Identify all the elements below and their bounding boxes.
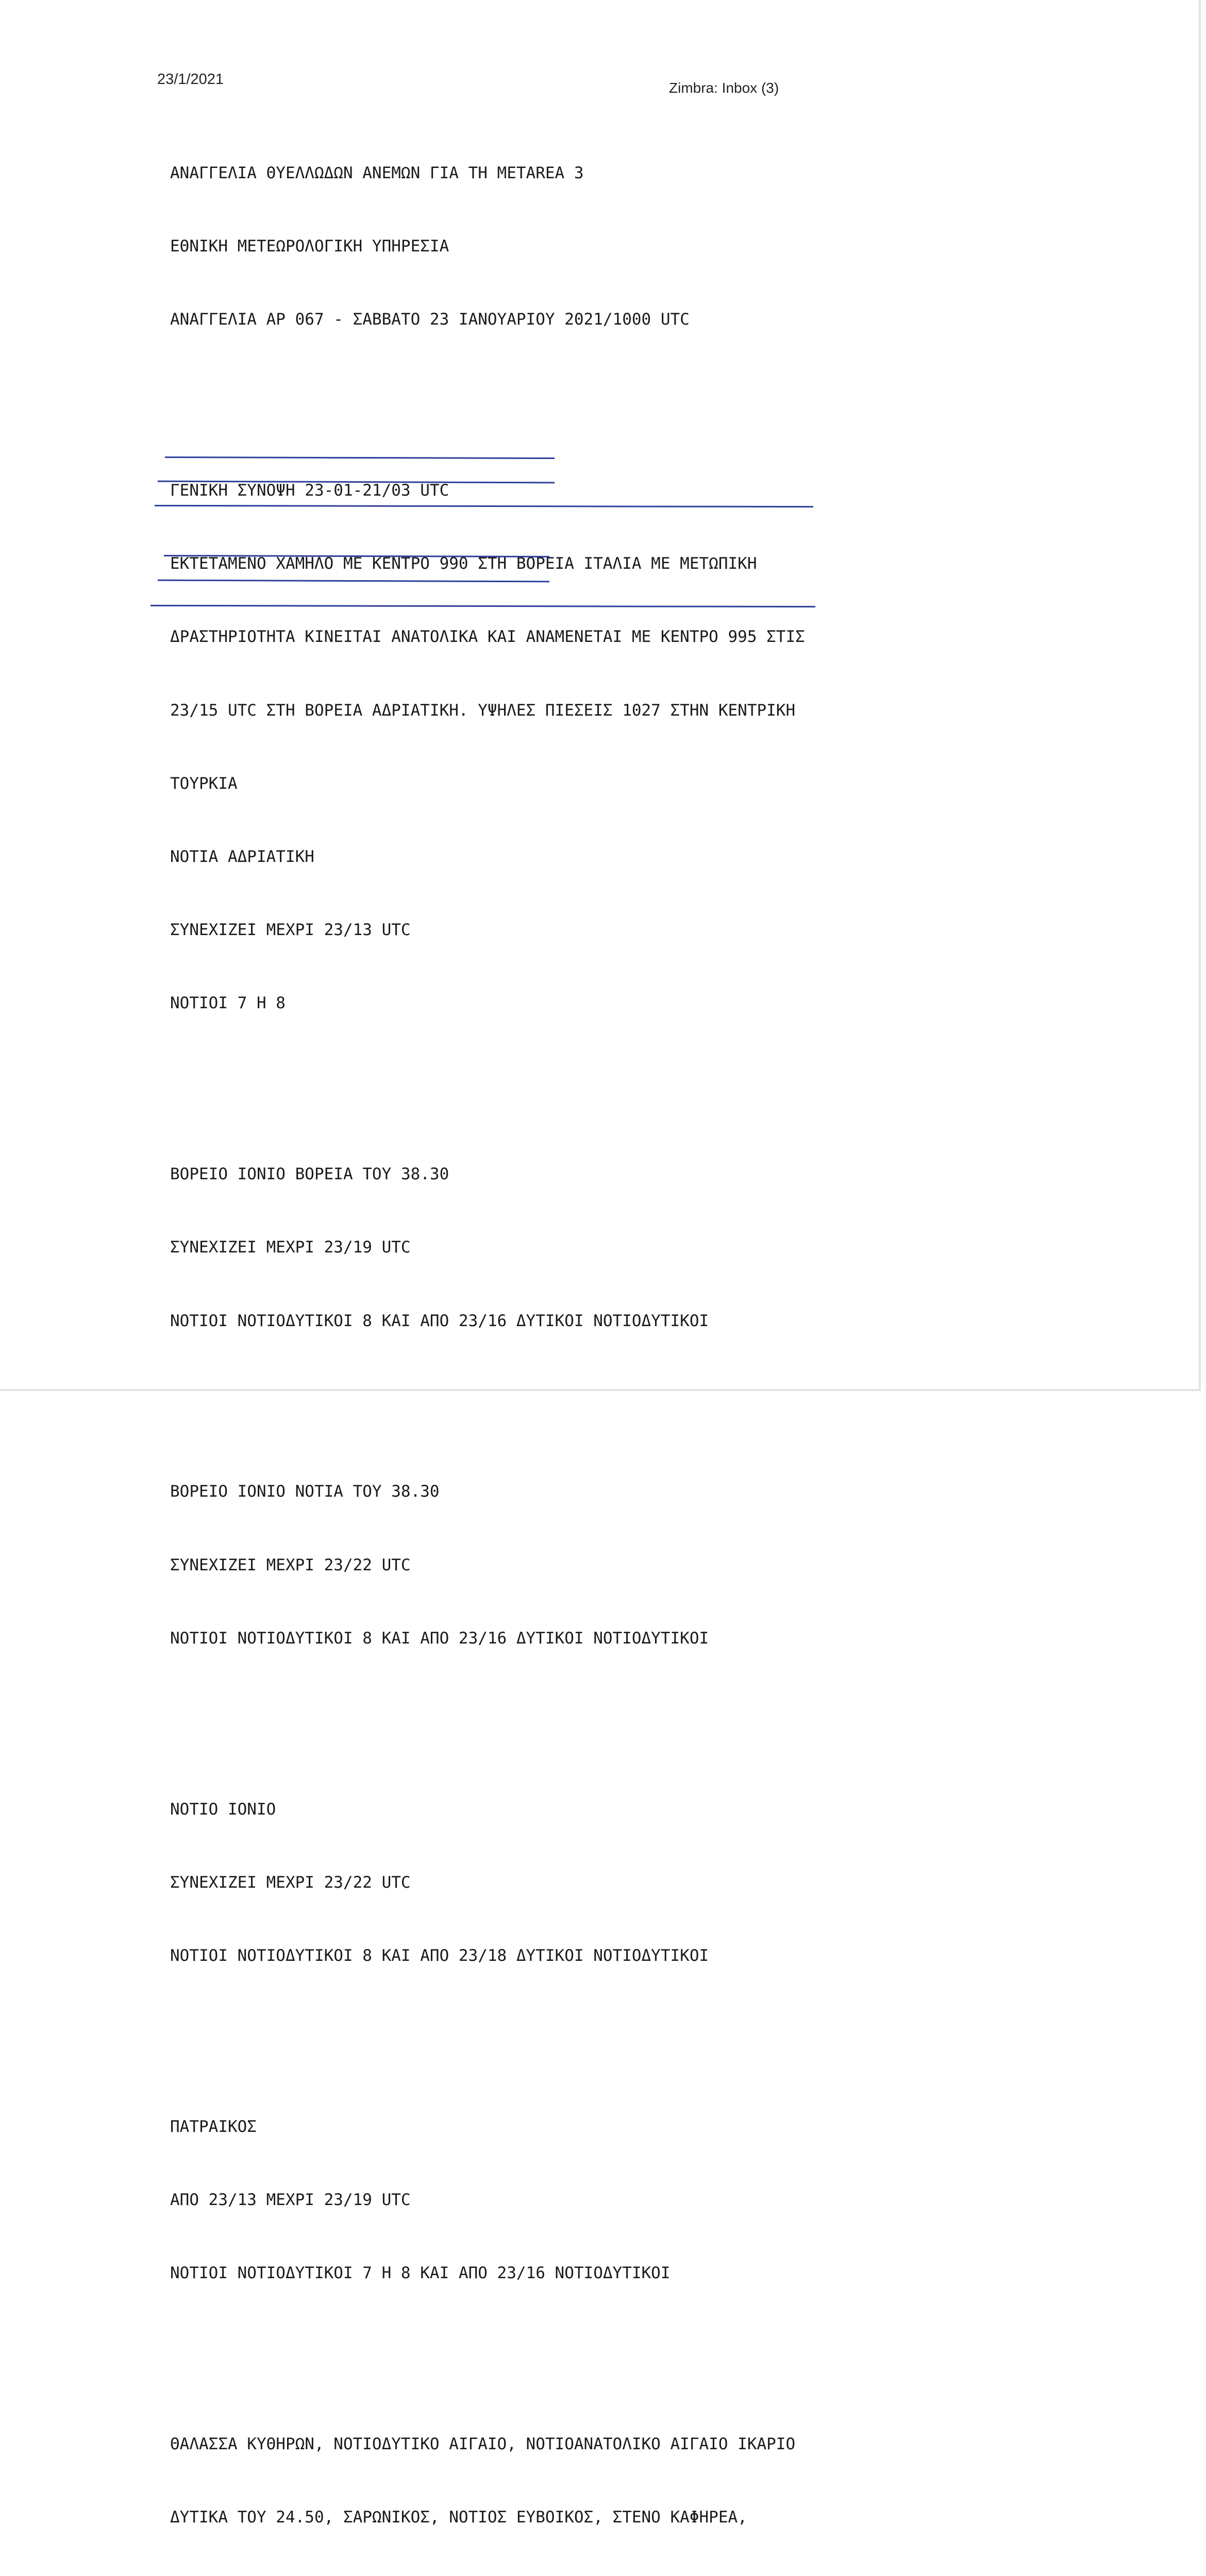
area-wind: ΝΟΤΙΟΙ 7 Η 8: [170, 994, 286, 1013]
area-wind: ΝΟΤΙΟΙ ΝΟΤΙΟΔΥΤΙΚΟΙ 8 ΚΑΙ ΑΠΟ 23/18 ΔΥΤΙΚΟΙ ΝΟΤΙΟΔΥΤΙΚΟΙ: [170, 1946, 709, 1965]
blank-line: [170, 1382, 917, 1406]
blank-line: [170, 381, 917, 405]
blank-line: [170, 1700, 917, 1724]
print-header-title: Zimbra: Inbox (3): [669, 80, 779, 96]
print-date: 23/1/2021: [157, 71, 224, 88]
area-heading: ΠΑΤΡΑΙΚΟΣ: [170, 2117, 257, 2136]
area-validity: ΣΥΝΕΧΙΖΕΙ ΜΕΧΡΙ 23/22 UTC: [170, 1873, 411, 1892]
area-wind: ΝΟΤΙΟΙ ΝΟΤΙΟΔΥΤΙΚΟΙ 7 Η 8 ΚΑΙ ΑΠΟ 23/16 ΝΟΤΙΟΔΥΤΙΚΟΙ: [170, 2264, 671, 2283]
blank-line: [170, 2335, 917, 2359]
area-heading: ΝΟΤΙΑ ΑΔΡΙΑΤΙΚΗ: [170, 848, 314, 867]
area-wind: ΝΟΤΙΟΙ ΝΟΤΙΟΔΥΤΙΚΟΙ 8 ΚΑΙ ΑΠΟ 23/16 ΔΥΤΙΚΟΙ ΝΟΤΙΟΔΥΤΙΚΟΙ: [170, 1311, 709, 1330]
area-validity: ΑΠΟ 23/13 ΜΕΧΡΙ 23/19 UTC: [170, 2191, 411, 2210]
area-heading: ΒΟΡΕΙΟ ΙΟΝΙΟ ΒΟΡΕΙΑ ΤΟΥ 38.30: [170, 1165, 449, 1184]
blank-line: [170, 1065, 917, 1089]
area-heading: ΝΟΤΙΟ ΙΟΝΙΟ: [170, 1800, 276, 1819]
bulletin-number: ΑΝΑΓΓΕΛΙΑ ΑΡ 067 - ΣΑΒΒΑΤΟ 23 ΙΑΝΟΥΑΡΙΟΥ 2021/1000 UTC: [170, 310, 690, 329]
area-heading: ΘΑΛΑΣΣΑ ΚΥΘΗΡΩΝ, ΝΟΤΙΟΔΥΤΙΚΟ ΑΙΓΑΙΟ, ΝΟΤΙΟΑΝΑΤΟΛΙΚΟ ΑΙΓΑΙΟ ΙΚΑΡΙΟ: [170, 2435, 796, 2454]
area-heading: ΒΟΡΕΙΟ ΙΟΝΙΟ ΝΟΤΙΑ ΤΟΥ 38.30: [170, 1482, 440, 1501]
area-validity: ΣΥΝΕΧΙΖΕΙ ΜΕΧΡΙ 23/22 UTC: [170, 1555, 411, 1574]
area-validity: ΣΥΝΕΧΙΖΕΙ ΜΕΧΡΙ 23/19 UTC: [170, 1238, 411, 1257]
area-validity: ΣΥΝΕΧΙΖΕΙ ΜΕΧΡΙ 23/13 UTC: [170, 921, 411, 940]
bulletin-title: ΑΝΑΓΓΕΛΙΑ ΘΥΕΛΛΩΔΩΝ ΑΝΕΜΩΝ ΓΙΑ ΤΗ METAREA 3: [170, 163, 584, 182]
synopsis-line: 23/15 UTC ΣΤΗ ΒΟΡΕΙΑ ΑΔΡΙΑΤΙΚΗ. ΥΨΗΛΕΣ ΠΙΕΣΕΙΣ 1027 ΣΤΗΝ ΚΕΝΤΡΙΚΗ: [170, 701, 796, 720]
synopsis-line: ΕΚΤΕΤΑΜΕΝΟ ΧΑΜΗΛΟ ΜΕ ΚΕΝΤΡΟ 990 ΣΤΗ ΒΟΡΕΙΑ ΙΤΑΛΙΑ ΜΕ ΜΕΤΩΠΙΚΗ: [170, 554, 757, 573]
issuing-service: ΕΘΝΙΚΗ ΜΕΤΕΩΡΟΛΟΓΙΚΗ ΥΠΗΡΕΣΙΑ: [170, 237, 449, 256]
blank-line: [170, 2017, 917, 2041]
synopsis-line: ΤΟΥΡΚΙΑ: [170, 774, 238, 793]
synopsis-line: ΔΡΑΣΤΗΡΙΟΤΗΤΑ ΚΙΝΕΙΤΑΙ ΑΝΑΤΟΛΙΚΑ ΚΑΙ ΑΝΑΜΕΝΕΤΑΙ ΜΕ ΚΕΝΤΡΟ 995 ΣΤΙΣ: [170, 628, 805, 647]
synopsis-heading: ΓΕΝΙΚΗ ΣΥΝΟΨΗ 23-01-21/03 UTC: [170, 481, 449, 500]
area-heading: ΔΥΤΙΚΑ ΤΟΥ 24.50, ΣΑΡΩΝΙΚΟΣ, ΝΟΤΙΟΣ ΕΥΒΟΙΚΟΣ, ΣΤΕΝΟ ΚΑΦΗΡΕΑ,: [170, 2508, 747, 2527]
area-wind: ΝΟΤΙΟΙ ΝΟΤΙΟΔΥΤΙΚΟΙ 8 ΚΑΙ ΑΠΟ 23/16 ΔΥΤΙΚΟΙ ΝΟΤΙΟΔΥΤΙΚΟΙ: [170, 1629, 709, 1648]
